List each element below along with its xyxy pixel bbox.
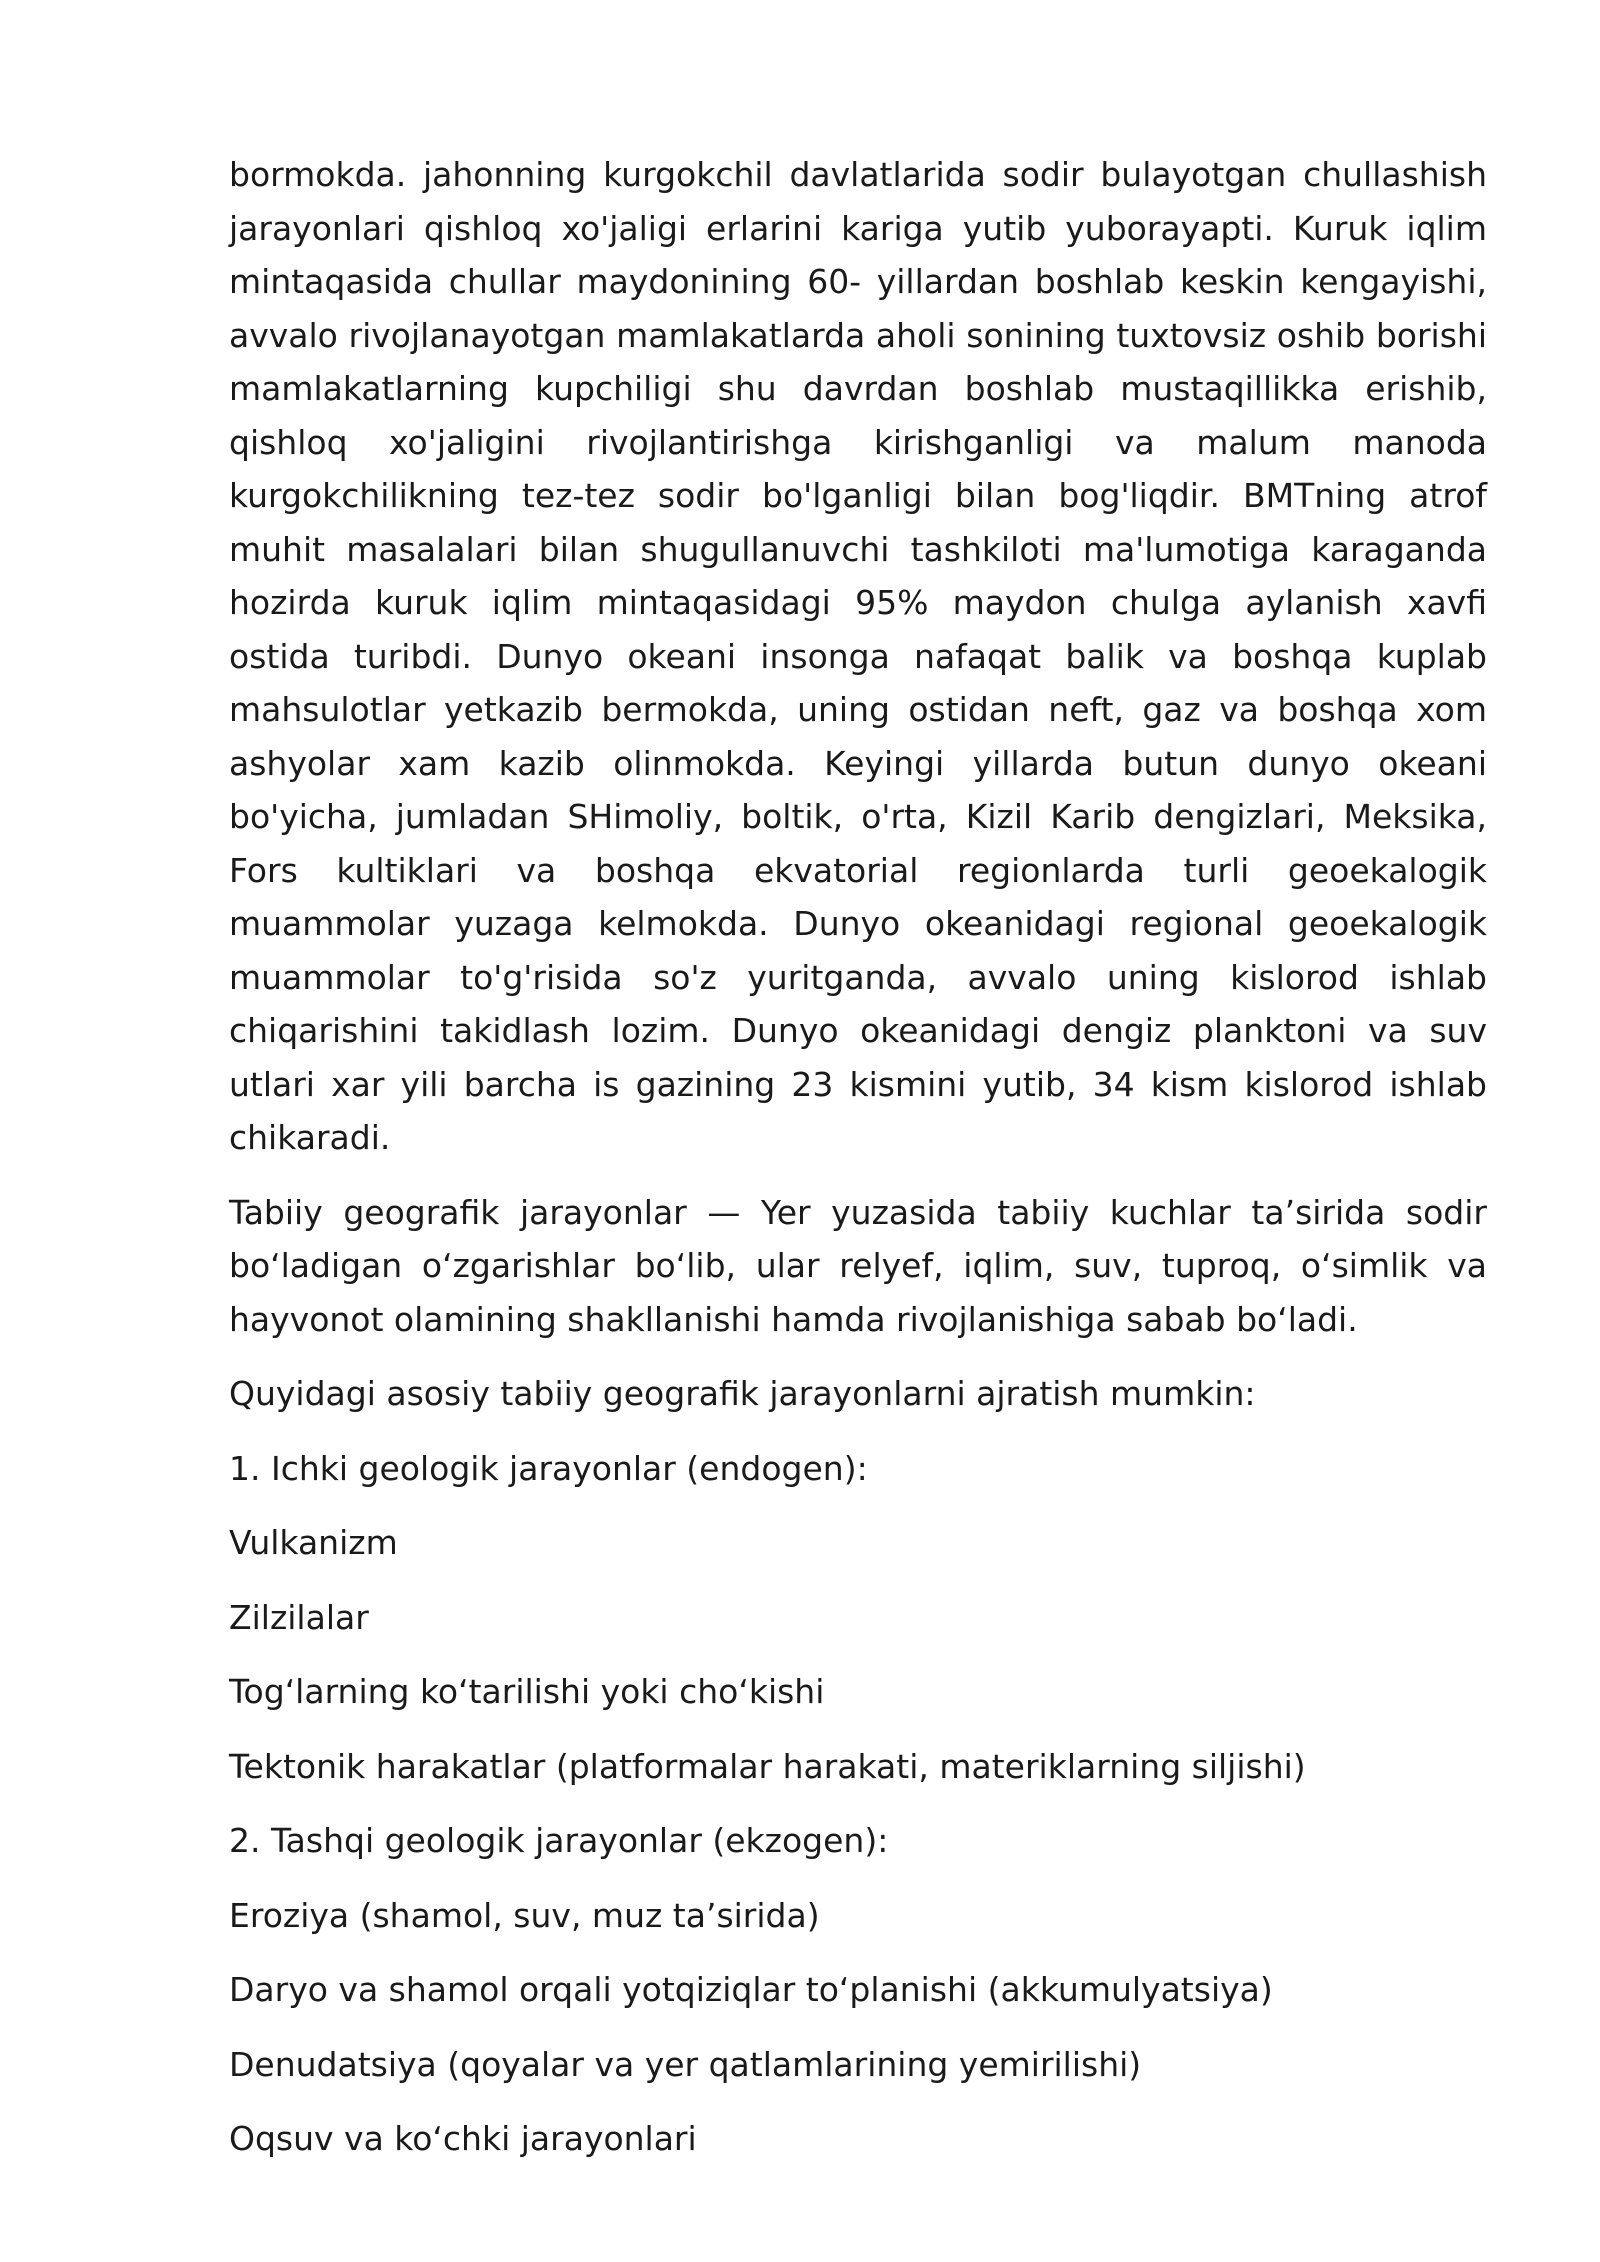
section-heading: 2. Tashqi geologik jarayonlar (ekzogen): xyxy=(229,1821,889,1860)
list-item: Tektonik harakatlar (platformalar harakati, materiklarning siljishi) xyxy=(229,1746,1306,1786)
list-item: Tog‘larning ko‘tarilishi yoki cho‘kishi xyxy=(229,1672,825,1711)
list-item: Eroziya (shamol, suv, muz ta’sirida) xyxy=(229,1895,820,1935)
intro-line: Quyidagi asosiy tabiiy geografik jarayonlarni ajratish mumkin: xyxy=(229,1374,1256,1413)
body-paragraph: bormokda. jahonning kurgokchil davlatlarida sodir bulayotgan chullashish jarayonlari qishloq xo'jaligi erlarini kariga yutib yuborayapti. Kuruk iqlim mintaqasida chullar maydonining 60- yillardan boshlab keskin kengayishi, avvalo rivojlanayotgan mamlakatlarda aholi sonining tuxtovsiz oshib borishi mamlakatlarning kupchiligi shu davrdan boshlab mustaqillikka erishib, qishloq xo'jaligini rivojlantirishga kirishganligi va malum manoda kurgokchilikning tez-tez sodir bo'lganligi bilan bog'liqdir. BMTning atrof muhit masalalari bilan shugullanuvchi tashkiloti ma'lumotiga karaganda hozirda kuruk iqlim mintaqasidagi 95% maydon chulga aylanish xavfi ostida turibdi. Dunyo okeani insonga nafaqat balik va boshqa kuplab mahsulotlar yetkazib bermokda, uning ostidan neft, gaz va boshqa xom ashyolar xam kazib olinmokda. Keyingi yillarda butun dunyo okeani bo'yicha, jumladan SHimoliy, boltik, o'rta, Kizil Karib dengizlari, Meksika, Fors kultiklari va boshqa ekvatorial regionlarda turli geoekalogik muammolar yuzaga kelmokda. Dunyo okeanidagi regional geoekalogik muammolar to'g'risida so'z yuritganda, avvalo uning kislorod ishlab chiqarishini takidlash lozim. Dunyo okeanidagi dengiz planktoni va suv utlari xar yili barcha is gazining 23 kismini yutib, 34 kism kislorod ishlab chikaradi. xyxy=(229,155,1487,1157)
body-paragraph: Tabiiy geografik jarayonlar — Yer yuzasida tabiiy kuchlar ta’sirida sodir bo‘ladigan o‘zgarishlar bo‘lib, ular relyef, iqlim, suv, tuproq, o‘simlik va hayvonot olamining shakllanishi hamda rivojlanishiga sabab bo‘ladi. xyxy=(229,1192,1487,1339)
document-page xyxy=(229,148,1487,2187)
list-item: Denudatsiya (qoyalar va yer qatlamlarining yemirilishi) xyxy=(229,2044,1142,2084)
list-item: Zilzilalar xyxy=(229,1597,369,1637)
section-heading: 1. Ichki geologik jarayonlar (endogen): xyxy=(229,1448,868,1488)
list-item: Oqsuv va ko‘chki jarayonlari xyxy=(229,2119,697,2158)
list-item: Daryo va shamol orqali yotqiziqlar to‘planishi (akkumulyatsiya) xyxy=(229,1970,1273,2009)
list-item: Vulkanizm xyxy=(229,1523,398,1562)
